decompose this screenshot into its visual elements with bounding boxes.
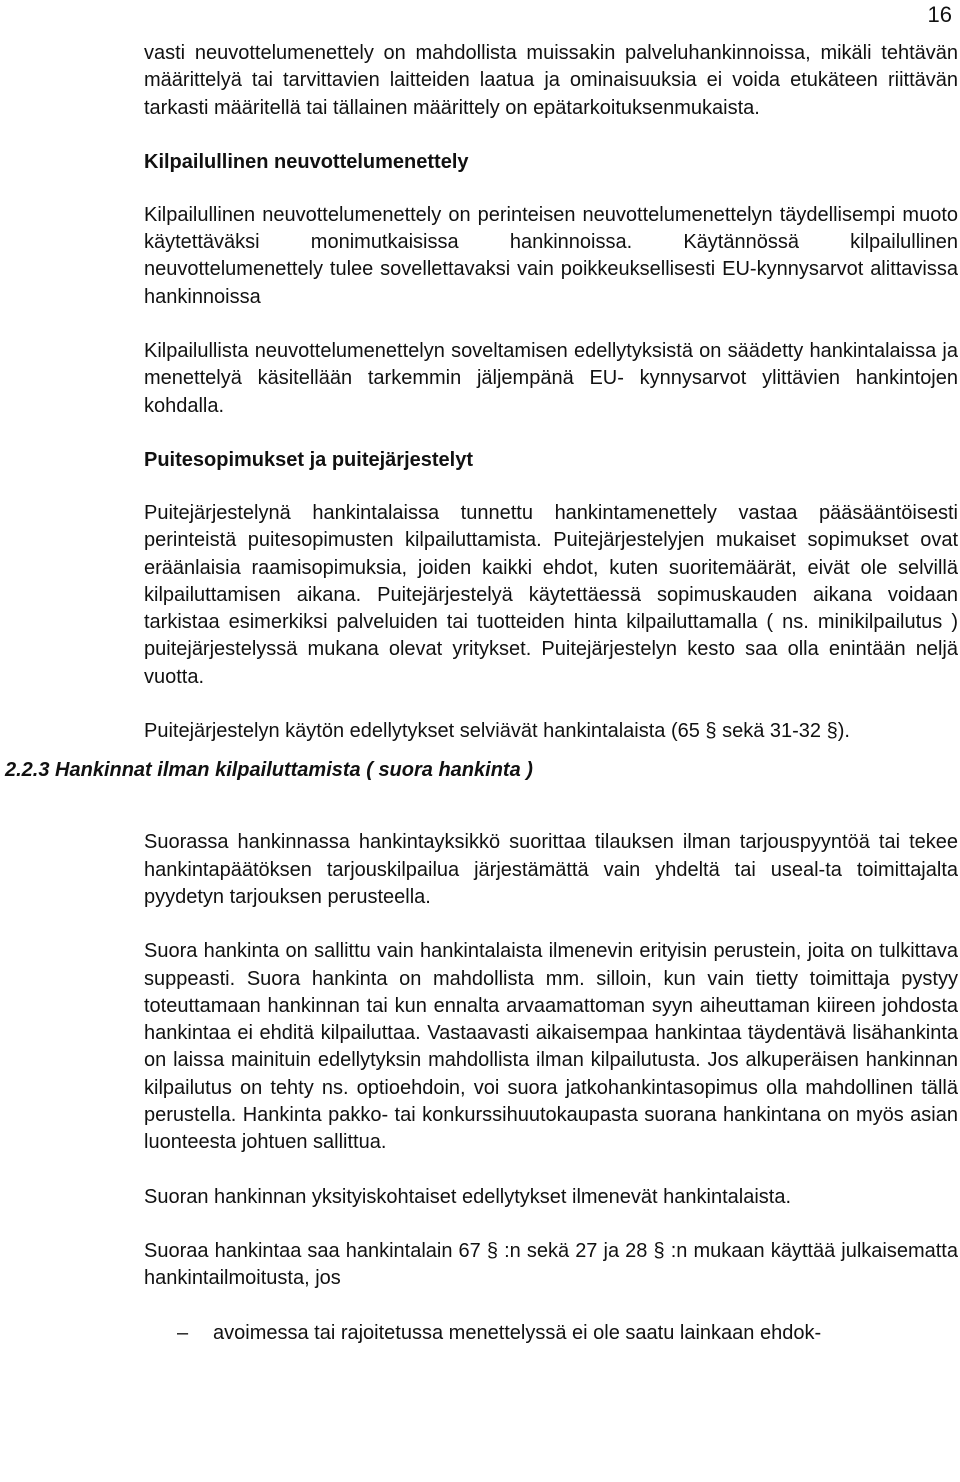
paragraph: Puitejärjestelyn käytön edellytykset selviävät hankintalaista (65 § sekä 31-32 §). xyxy=(144,720,850,743)
list-item-text: avoimessa tai rajoitetussa menettelyssä ei ole saatu lainkaan ehdok- xyxy=(213,1321,822,1344)
section-heading: Puitesopimukset ja puitejärjestelyt xyxy=(144,448,473,471)
section-heading: Kilpailullinen neuvottelumenettely xyxy=(144,150,469,173)
paragraph: Suoran hankinnan yksityiskohtaiset edellytykset ilmenevät hankintalaista. xyxy=(144,1185,792,1208)
paragraph: Puitejärjestelynä hankintalaissa tunnettu hankintamenettely vastaa pääsääntöisesti perinteistä puitesopimusten kilpailuttamista. Puitejärjestelyjen mukaiset sopimukset ovat eräänlaisia raamisopimuksia, joiden kaikki ehdot, kuten suoritemäärät, eivät ole selvillä kilpailuttamisen aikana. Puitejärjestelyä käytettäessä sopimuskauden aikana voidaan tarkistaa esimerkiksi palveluiden tai tuotteiden hinta kilpailuttamalla ( ns. minikilpailutus ) puitejärjestelyssä mukana olevat yritykset. Puitejärjestelyn kesto saa olla enintään neljä vuotta. xyxy=(144,501,958,688)
document-body xyxy=(5,40,958,1347)
paragraph: Kilpailullinen neuvottelumenettely on perinteisen neuvottelumenettelyn täydellisempi muoto käytettäväksi monimutkaisissa hankinnoissa. Käytännössä kilpailullinen neuvottelumenettely tulee sovellettavaksi vain poikkeuksellisesti EU-kynnysarvot alittavissa hankinnoissa xyxy=(144,203,958,308)
paragraph: Suoraa hankintaa saa hankintalain 67 § :n sekä 27 ja 28 § :n mukaan käyttää julkaisematta hankintailmoitusta, jos xyxy=(144,1239,958,1290)
paragraph: Kilpailullista neuvottelumenettelyn soveltamisen edellytyksistä on säädetty hankintalaissa ja menettelyä käsitellään tarkemmin jäljempänä EU- kynnysarvot ylittävien hankintojen kohdalla. xyxy=(144,340,958,417)
paragraph: Suorassa hankinnassa hankintayksikkö suorittaa tilauksen ilman tarjouspyyntöä tai tekee hankintapäätöksen tarjouskilpailua järjestämättä vain yhdeltä tai useal-ta toimittajalta pyydetyn tarjouksen perusteella. xyxy=(144,831,958,908)
paragraph: Suora hankinta on sallittu vain hankintalaista ilmenevin erityisin perustein, joita on tulkittava suppeasti. Suora hankinta on mahdollista mm. silloin, kun vain tietty toimittaja pystyy toteuttamaan hankinnan tai kun ennalta arvaamattoman syyn aiheuttaman kiireen johdosta hankintaa ei ehditä kilpailuttaa. Vastaavasti aikaisempaa hankintaa täydentävä lisähankinta on laissa mainituin edellytyksin mahdollista ilman kilpailutusta. Jos alkuperäisen hankinnan kilpailutus on tehty ns. optioehdoin, voi suora jatkohankintasopimus olla mahdollinen tällä perustella. Hankinta pakko- tai konkurssihuutokaupasta suorana hankintana on myös asian luonteesta johtuen sallittua. xyxy=(144,940,958,1154)
paragraph: vasti neuvottelumenettely on mahdollista muissakin palveluhankinnoissa, mikäli tehtävän määrittelyä tai tarvittavien laitteiden laatua ja ominaisuuksia ei voida etukäteen riittävän tarkasti määritellä tai tällainen määrittely on epätarkoituksenmukaista. xyxy=(144,42,958,119)
page-number: 16 xyxy=(927,2,952,27)
chapter-heading: 2.2.3 Hankinnat ilman kilpailuttamista ( suora hankinta ) xyxy=(5,759,533,782)
list-item xyxy=(177,1320,958,1347)
dash-bullet: – xyxy=(177,1321,189,1344)
